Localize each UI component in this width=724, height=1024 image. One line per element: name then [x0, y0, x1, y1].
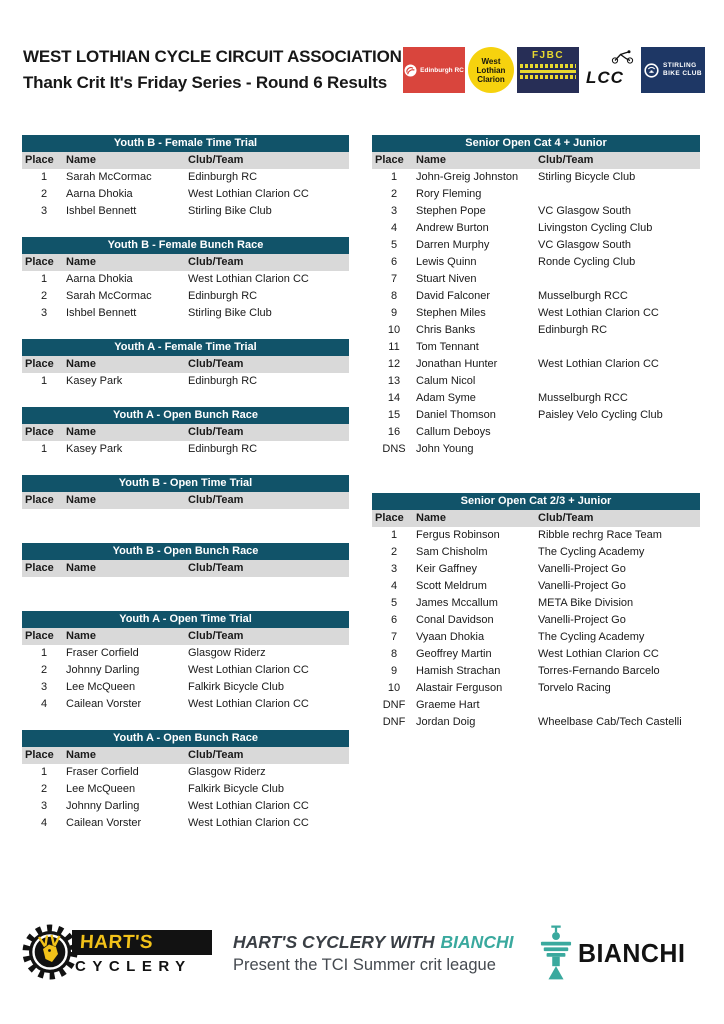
- cell-place: 1: [40, 273, 48, 285]
- clarion-label-line: Clarion: [477, 74, 505, 84]
- cell-place: 4: [40, 698, 48, 710]
- cell-name: Johnny Darling: [66, 800, 140, 812]
- cell-club: The Cycling Academy: [538, 631, 645, 643]
- cell-name: Adam Syme: [416, 392, 476, 404]
- table-row: [372, 680, 700, 697]
- table-row: [372, 203, 700, 220]
- cell-place: 3: [40, 307, 48, 319]
- column-header-club: Club/Team: [188, 749, 244, 761]
- cell-name: Stephen Miles: [416, 307, 486, 319]
- fjbc-label: FJBC: [531, 50, 565, 61]
- west-lothian-clarion-logo: [468, 47, 514, 93]
- cell-club: Falkirk Bicycle Club: [188, 681, 284, 693]
- cell-place: 1: [40, 171, 48, 183]
- cell-name: Sarah McCormac: [66, 171, 152, 183]
- table-row: [22, 203, 349, 220]
- results-table: [22, 611, 349, 713]
- cell-place: 7: [390, 273, 398, 285]
- column-header-club: Club/Team: [188, 358, 244, 370]
- cell-name: Conal Davidson: [416, 614, 494, 626]
- edinburgh-rc-logo: [403, 47, 465, 93]
- cell-club: [538, 186, 700, 203]
- cell-club: META Bike Division: [538, 597, 634, 609]
- cell-place: 1: [40, 443, 48, 455]
- cell-name: Stuart Niven: [416, 273, 477, 285]
- cell-place: 4: [40, 817, 48, 829]
- table-row: [372, 169, 700, 186]
- cell-place: 3: [40, 800, 48, 812]
- cell-name: Aarna Dhokia: [66, 273, 133, 285]
- cell-club: Ronde Cycling Club: [538, 256, 636, 268]
- page-header: [23, 46, 402, 94]
- edinburgh-rc-label: Edinburgh RC: [420, 66, 464, 74]
- table-header-row: [22, 628, 349, 645]
- column-header-place: Place: [25, 630, 54, 642]
- cell-club: West Lothian Clarion CC: [538, 648, 659, 660]
- cell-place: 6: [390, 256, 398, 268]
- results-table: [22, 339, 349, 390]
- cell-name: Alastair Ferguson: [416, 682, 503, 694]
- cell-name: Fraser Corfield: [66, 647, 139, 659]
- cell-name: Tom Tennant: [416, 341, 479, 353]
- cell-name: Callum Deboys: [416, 426, 491, 438]
- table-row: [22, 186, 349, 203]
- table-row: [372, 407, 700, 424]
- column-header-club: Club/Team: [188, 494, 244, 506]
- column-header-club: Club/Team: [538, 154, 594, 166]
- column-header-name: Name: [66, 426, 96, 438]
- cell-place: 4: [390, 222, 398, 234]
- tagline-prefix: HART'S CYCLERY WITH: [233, 932, 435, 952]
- table-title: Youth A - Open Bunch Race: [22, 730, 349, 747]
- table-header-row: [22, 492, 349, 509]
- cell-club: West Lothian Clarion CC: [538, 307, 659, 319]
- cell-club: Edinburgh RC: [188, 290, 258, 302]
- table-row: [372, 697, 700, 714]
- cell-place: 3: [40, 205, 48, 217]
- cell-place: 1: [40, 375, 48, 387]
- cell-place: 11: [388, 341, 400, 353]
- table-row: [372, 254, 700, 271]
- cell-club: Stirling Bike Club: [188, 205, 272, 217]
- column-header-name: Name: [416, 512, 446, 524]
- table-header-row: [22, 560, 349, 577]
- table-row: [22, 798, 349, 815]
- table-row: [372, 612, 700, 629]
- cell-place: 1: [40, 766, 48, 778]
- cell-name: Daniel Thomson: [416, 409, 496, 421]
- cell-club: Vanelli-Project Go: [538, 614, 626, 626]
- column-header-place: Place: [25, 494, 54, 506]
- table-header-row: [372, 152, 700, 169]
- table-row: [22, 815, 349, 832]
- table-row: [22, 645, 349, 662]
- cell-club: Livingston Cycling Club: [538, 222, 653, 234]
- column-header-name: Name: [66, 154, 96, 166]
- clarion-label-line: Lothian: [476, 65, 506, 75]
- cell-name: Graeme Hart: [416, 699, 480, 711]
- cell-name: James Mccallum: [416, 597, 498, 609]
- cell-place: 16: [387, 426, 401, 438]
- cell-club: Vanelli-Project Go: [538, 563, 626, 575]
- results-table: [372, 135, 700, 458]
- table-header-row: [22, 356, 349, 373]
- page-subtitle: Thank Crit It's Friday Series - Round 6 Results: [23, 73, 388, 92]
- fjbc-logo: [517, 47, 579, 93]
- stirling-bike-club-label: STIRLING BIKE CLUB: [663, 62, 702, 77]
- column-header-name: Name: [66, 562, 96, 574]
- table-row: [22, 696, 349, 713]
- club-logos: [403, 47, 705, 93]
- harts-wordmark-bar: [72, 930, 212, 955]
- cell-name: Hamish Strachan: [416, 665, 501, 677]
- cell-club: VC Glasgow South: [538, 205, 631, 217]
- cell-place: 7: [390, 631, 398, 643]
- edinburgh-rc-icon: [404, 64, 417, 77]
- cell-place: 8: [390, 648, 398, 660]
- results-table: [22, 237, 349, 322]
- cell-club: [538, 373, 700, 390]
- column-header-place: Place: [25, 256, 54, 268]
- cell-place: 3: [390, 563, 398, 575]
- table-row: [372, 288, 700, 305]
- cell-name: Stephen Pope: [416, 205, 486, 217]
- page-title: WEST LOTHIAN CYCLE CIRCUIT ASSOCIATION: [23, 47, 402, 66]
- column-header-club: Club/Team: [188, 630, 244, 642]
- table-row: [22, 305, 349, 322]
- table-row: [372, 527, 700, 544]
- table-title: Youth B - Open Bunch Race: [22, 543, 349, 560]
- cell-place: DNF: [382, 699, 406, 711]
- left-column: [22, 135, 349, 849]
- cell-name: Darren Murphy: [416, 239, 490, 251]
- cell-place: 12: [387, 358, 401, 370]
- results-table: [22, 475, 349, 526]
- cell-place: 2: [390, 188, 398, 200]
- table-row: [372, 544, 700, 561]
- table-row: [372, 646, 700, 663]
- table-title: Youth A - Open Bunch Race: [22, 407, 349, 424]
- table-header-row: [22, 254, 349, 271]
- cell-club: [538, 424, 700, 441]
- empty-row: [22, 509, 349, 526]
- cell-name: Jordan Doig: [416, 716, 476, 728]
- column-header-name: Name: [66, 630, 96, 642]
- cell-name: Chris Banks: [416, 324, 476, 336]
- table-row: [372, 578, 700, 595]
- column-header-club: Club/Team: [188, 256, 244, 268]
- cell-place: 2: [40, 783, 48, 795]
- cell-place: 14: [387, 392, 401, 404]
- cell-place: 2: [390, 546, 398, 558]
- cell-club: West Lothian Clarion CC: [188, 664, 309, 676]
- table-row: [372, 714, 700, 731]
- cell-name: Scott Meldrum: [416, 580, 487, 592]
- table-header-row: [22, 152, 349, 169]
- table-row: [372, 561, 700, 578]
- cell-place: 1: [40, 647, 48, 659]
- stirling-bike-club-logo: [641, 47, 705, 93]
- cell-name: Lee McQueen: [66, 783, 136, 795]
- column-header-name: Name: [416, 154, 446, 166]
- cell-name: Ishbel Bennett: [66, 205, 137, 217]
- table-row: [372, 356, 700, 373]
- cell-name: Kasey Park: [66, 375, 123, 387]
- harts-wordmark-line2: CYCLERY: [75, 958, 192, 975]
- cell-club: Edinburgh RC: [188, 443, 258, 455]
- table-row: [372, 237, 700, 254]
- cell-name: Jonathan Hunter: [416, 358, 498, 370]
- cell-place: 2: [40, 290, 48, 302]
- table-row: [22, 373, 349, 390]
- tagline-line2: Present the TCI Summer crit league: [233, 956, 496, 974]
- table-row: [22, 169, 349, 186]
- cell-club: Musselburgh RCC: [538, 290, 628, 302]
- column-header-club: Club/Team: [188, 154, 244, 166]
- cell-club: Falkirk Bicycle Club: [188, 783, 284, 795]
- table-title: Senior Open Cat 2/3 + Junior: [372, 493, 700, 510]
- lcc-label: LCC: [586, 68, 624, 87]
- cell-name: Rory Fleming: [416, 188, 482, 200]
- table-row: [372, 305, 700, 322]
- cell-place: 1: [390, 529, 398, 541]
- cell-club: Vanelli-Project Go: [538, 580, 626, 592]
- results-table: [22, 543, 349, 594]
- cell-name: David Falconer: [416, 290, 490, 302]
- column-header-club: Club/Team: [188, 426, 244, 438]
- table-row: [372, 186, 700, 203]
- cell-club: Paisley Velo Cycling Club: [538, 409, 663, 421]
- cell-club: Glasgow Riderz: [188, 647, 266, 659]
- fjbc-stripes-decoration: [520, 64, 576, 79]
- tagline-brand: BIANCHI: [440, 932, 514, 952]
- cell-place: DNS: [382, 443, 406, 455]
- cell-name: Geoffrey Martin: [416, 648, 492, 660]
- column-header-club: Club/Team: [538, 512, 594, 524]
- cell-place: 6: [390, 614, 398, 626]
- cell-club: [538, 697, 700, 714]
- sponsor-footer: [0, 922, 724, 994]
- cell-name: Lewis Quinn: [416, 256, 477, 268]
- table-title: Youth A - Female Time Trial: [22, 339, 349, 356]
- table-row: [372, 441, 700, 458]
- cell-name: Johnny Darling: [66, 664, 140, 676]
- cell-club: Torvelo Racing: [538, 682, 611, 694]
- column-header-place: Place: [25, 358, 54, 370]
- column-header-place: Place: [25, 749, 54, 761]
- cell-club: VC Glasgow South: [538, 239, 631, 251]
- cell-club: Edinburgh RC: [538, 324, 608, 336]
- sponsor-tagline: [233, 932, 513, 975]
- cell-club: Torres-Fernando Barcelo: [538, 665, 660, 677]
- column-header-place: Place: [375, 512, 404, 524]
- table-row: [22, 271, 349, 288]
- table-title: Youth A - Open Time Trial: [22, 611, 349, 628]
- harts-gear-stag-icon: [22, 924, 78, 980]
- cell-club: West Lothian Clarion CC: [188, 817, 309, 829]
- cell-name: Calum Nicol: [416, 375, 476, 387]
- table-row: [22, 441, 349, 458]
- cell-name: John Young: [416, 443, 474, 455]
- cell-club: Edinburgh RC: [188, 375, 258, 387]
- column-header-name: Name: [66, 749, 96, 761]
- cell-name: Aarna Dhokia: [66, 188, 133, 200]
- harts-cyclery-logo: [22, 922, 217, 984]
- table-row: [22, 781, 349, 798]
- cell-name: Fraser Corfield: [66, 766, 139, 778]
- cell-club: West Lothian Clarion CC: [538, 358, 659, 370]
- cell-club: Glasgow Riderz: [188, 766, 266, 778]
- table-row: [372, 322, 700, 339]
- lcc-logo: [582, 47, 638, 93]
- cell-place: DNF: [382, 716, 406, 728]
- cell-club: West Lothian Clarion CC: [188, 800, 309, 812]
- table-row: [372, 629, 700, 646]
- cell-name: Cailean Vorster: [66, 817, 142, 829]
- empty-row: [22, 577, 349, 594]
- table-row: [372, 373, 700, 390]
- cell-place: 1: [390, 171, 398, 183]
- results-table: [22, 407, 349, 458]
- column-header-place: Place: [25, 154, 54, 166]
- harts-wordmark-line1: HART'S: [79, 931, 154, 953]
- cell-place: 13: [387, 375, 401, 387]
- cell-name: Andrew Burton: [416, 222, 489, 234]
- cell-club: Wheelbase Cab/Tech Castelli: [538, 716, 682, 728]
- clarion-label-line: West: [481, 56, 501, 66]
- cell-name: Sarah McCormac: [66, 290, 152, 302]
- cell-club: [538, 441, 700, 458]
- cell-name: Fergus Robinson: [416, 529, 500, 541]
- table-row: [22, 764, 349, 781]
- column-header-place: Place: [375, 154, 404, 166]
- table-row: [372, 220, 700, 237]
- results-table: [22, 730, 349, 832]
- cell-club: [538, 339, 700, 356]
- cell-name: John-Greig Johnston: [416, 171, 519, 183]
- cell-name: Lee McQueen: [66, 681, 136, 693]
- tagline-line1: [233, 932, 513, 953]
- cell-club: [538, 271, 700, 288]
- cell-place: 10: [387, 324, 401, 336]
- bianchi-wordmark: BIANCHI: [578, 937, 686, 968]
- cell-place: 8: [390, 290, 398, 302]
- cell-club: Stirling Bicycle Club: [538, 171, 636, 183]
- table-title: Youth B - Open Time Trial: [22, 475, 349, 492]
- stirling-bike-club-icon: [644, 63, 659, 78]
- cell-club: Stirling Bike Club: [188, 307, 272, 319]
- table-row: [372, 424, 700, 441]
- cell-name: Vyaan Dhokia: [416, 631, 485, 643]
- results-table: [372, 493, 700, 731]
- bianchi-logo: [540, 924, 690, 982]
- cell-name: Cailean Vorster: [66, 698, 142, 710]
- cell-place: 5: [390, 597, 398, 609]
- right-column: [372, 135, 700, 748]
- cell-name: Sam Chisholm: [416, 546, 488, 558]
- table-row: [372, 595, 700, 612]
- cell-place: 3: [390, 205, 398, 217]
- cell-name: Keir Gaffney: [416, 563, 477, 575]
- cell-club: The Cycling Academy: [538, 546, 645, 558]
- cell-club: Edinburgh RC: [188, 171, 258, 183]
- table-title: Youth B - Female Bunch Race: [22, 237, 349, 254]
- column-header-name: Name: [66, 256, 96, 268]
- cell-place: 2: [40, 188, 48, 200]
- cell-place: 5: [390, 239, 398, 251]
- column-header-name: Name: [66, 494, 96, 506]
- table-row: [372, 390, 700, 407]
- table-header-row: [22, 747, 349, 764]
- column-header-club: Club/Team: [188, 562, 244, 574]
- bianchi-eagle-icon: [540, 924, 572, 982]
- cell-place: 4: [390, 580, 398, 592]
- results-table: [22, 135, 349, 220]
- cell-club: West Lothian Clarion CC: [188, 188, 309, 200]
- cell-place: 9: [390, 307, 398, 319]
- table-title: Youth B - Female Time Trial: [22, 135, 349, 152]
- cell-club: Musselburgh RCC: [538, 392, 628, 404]
- column-header-place: Place: [25, 562, 54, 574]
- cell-place: 10: [387, 682, 401, 694]
- cell-place: 9: [390, 665, 398, 677]
- cyclist-icon: [610, 50, 636, 64]
- cell-club: Ribble rechrg Race Team: [538, 529, 662, 541]
- cell-place: 15: [387, 409, 401, 421]
- cell-name: Kasey Park: [66, 443, 123, 455]
- table-row: [22, 662, 349, 679]
- table-row: [22, 288, 349, 305]
- cell-club: West Lothian Clarion CC: [188, 698, 309, 710]
- cell-place: 2: [40, 664, 48, 676]
- table-header-row: [372, 510, 700, 527]
- cell-place: 3: [40, 681, 48, 693]
- column-header-name: Name: [66, 358, 96, 370]
- cell-name: Ishbel Bennett: [66, 307, 137, 319]
- cell-club: West Lothian Clarion CC: [188, 273, 309, 285]
- table-row: [372, 271, 700, 288]
- table-row: [372, 339, 700, 356]
- table-header-row: [22, 424, 349, 441]
- table-title: Senior Open Cat 4 + Junior: [372, 135, 700, 152]
- table-row: [22, 679, 349, 696]
- column-header-place: Place: [25, 426, 54, 438]
- table-row: [372, 663, 700, 680]
